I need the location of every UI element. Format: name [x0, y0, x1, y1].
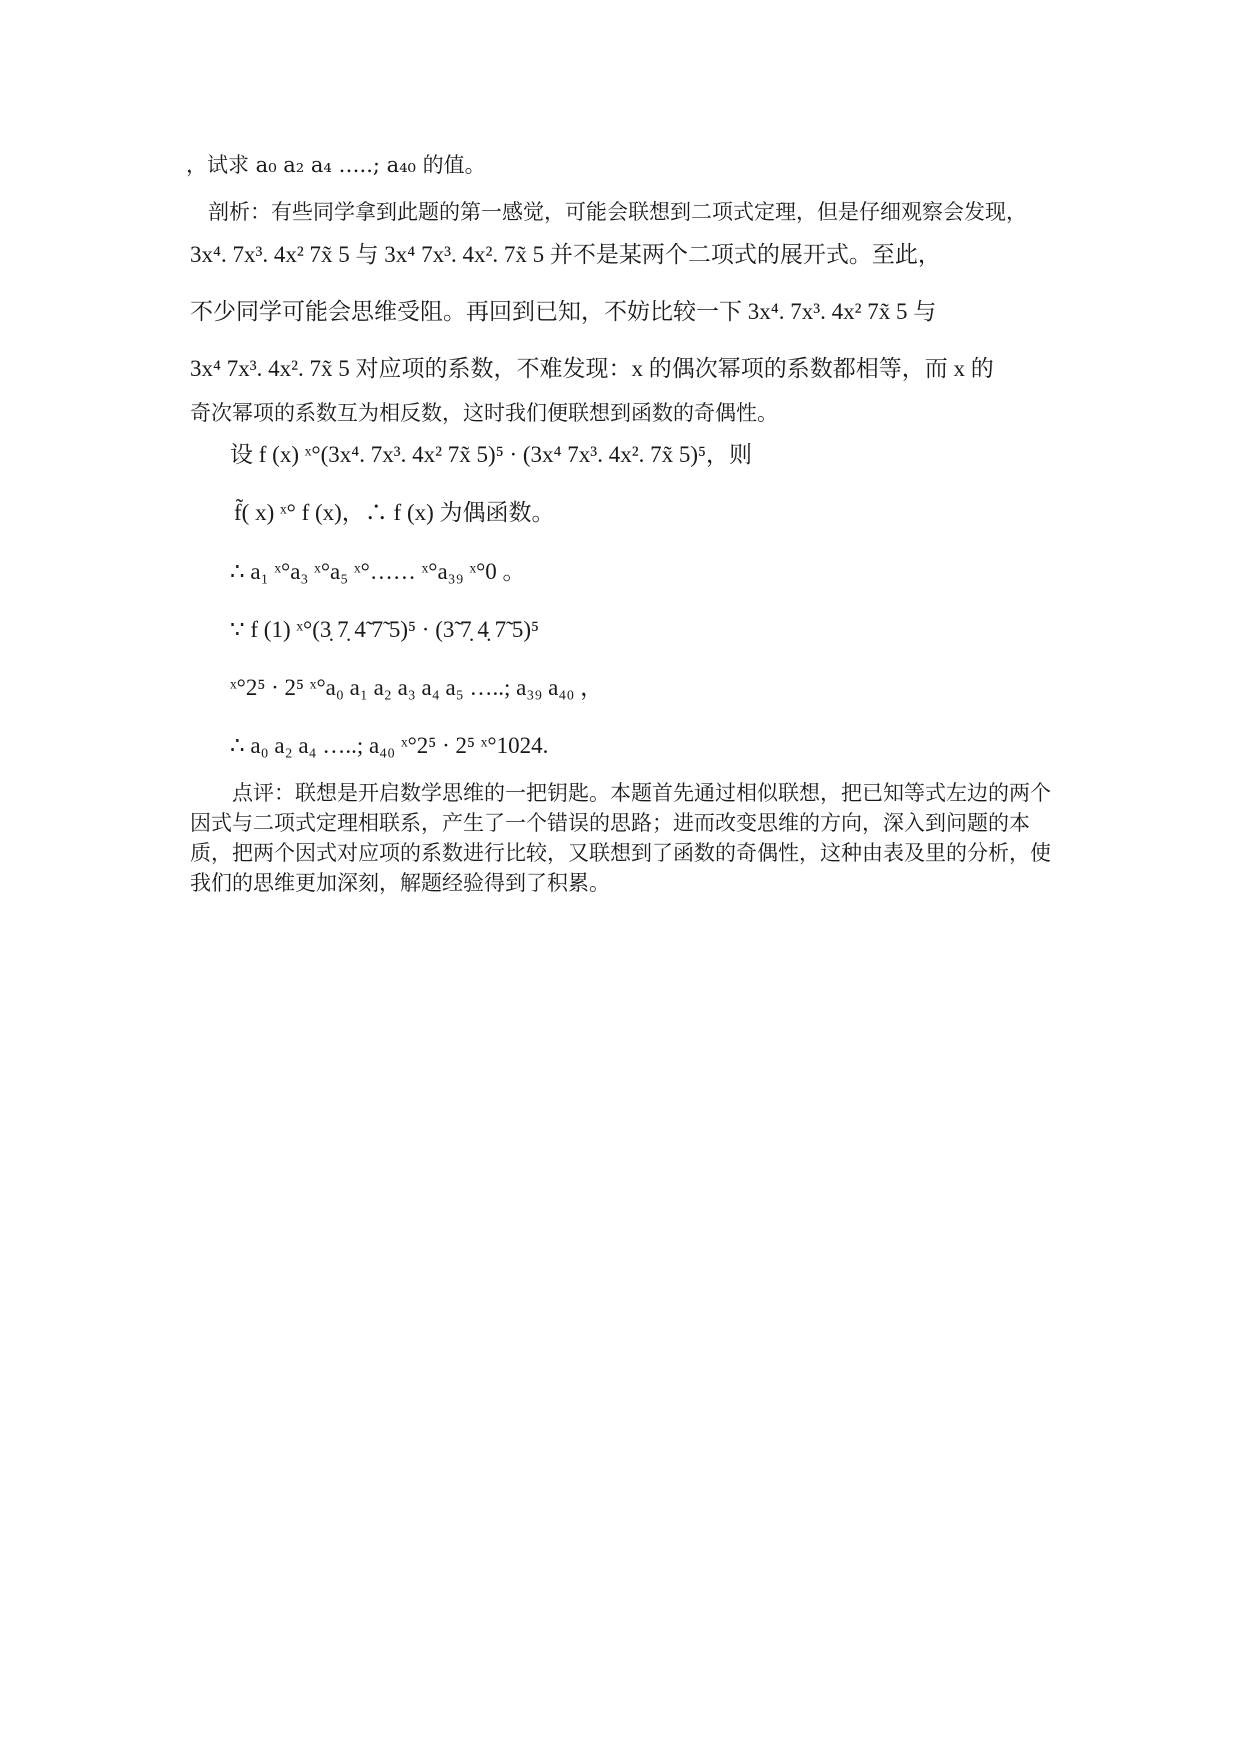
analysis-line-2: 3x⁴. 7x³. 4x² 7x̃ 5 与 3x⁴ 7x³. 4x². 7x̃ 5 并不是某两个二项式的展开式。至此， [190, 242, 941, 267]
analysis-line-5: 奇次幂项的系数互为相反数，这时我们便联想到函数的奇偶性。 [190, 401, 778, 425]
solution-line-4: ∵ f (1) ˣ°(3̣ 7̣ 4̃ 7̃ 5)⁵ · (3̃ 7̣ 4̣ 7̃ 5)⁵ [230, 617, 540, 642]
solution-line-2: f̃( x) ˣ° f (x)，∴ f (x) 为偶函数。 [234, 500, 555, 525]
comment-paragraph: 点评：联想是开启数学思维的一把钥匙。本题首先通过相似联想，把已知等式左边的两个因式与二项式定理相联系，产生了一个错误的思路；进而改变思维的方向，深入到问题的本质，把两个因式对应项的系数进行比较，又联想到了函数的奇偶性，这种由表及里的分析，使我们的思维更加深刻，解题经验得到了积累。 [190, 781, 1051, 895]
solution-line-3: ∴ a₁ ˣ°a₃ ˣ°a₅ ˣ°…… ˣ°a₃₉ ˣ°0 。 [230, 559, 526, 584]
analysis-line-1: 剖析：有些同学拿到此题的第一感觉，可能会联想到二项式定理，但是仔细观察会发现， [208, 200, 1027, 224]
question-line: ，试求 a₀ a₂ a₄ …..; a₄₀ 的值。 [186, 153, 486, 177]
analysis-line-3: 不少同学可能会思维受阻。再回到已知，不妨比较一下 3x⁴. 7x³. 4x² 7x̃ 5 与 [190, 299, 937, 324]
analysis-line-4: 3x⁴ 7x³. 4x². 7x̃ 5 对应项的系数，不难发现：x 的偶次幂项的系数都相等，而 x 的 [190, 356, 994, 381]
solution-line-5: ˣ°2⁵ · 2⁵ ˣ°a₀ a₁ a₂ a₃ a₄ a₅ …..; a₃₉ a₄₀ ， [230, 675, 604, 700]
solution-line-6: ∴ a₀ a₂ a₄ …..; a₄₀ ˣ°2⁵ · 2⁵ ˣ°1024. [230, 733, 549, 758]
solution-line-1: 设 f (x) ˣ°(3x⁴. 7x³. 4x² 7x̃ 5)⁵ · (3x⁴ 7x³. 4x². 7x̃ 5)⁵，则 [230, 442, 753, 467]
